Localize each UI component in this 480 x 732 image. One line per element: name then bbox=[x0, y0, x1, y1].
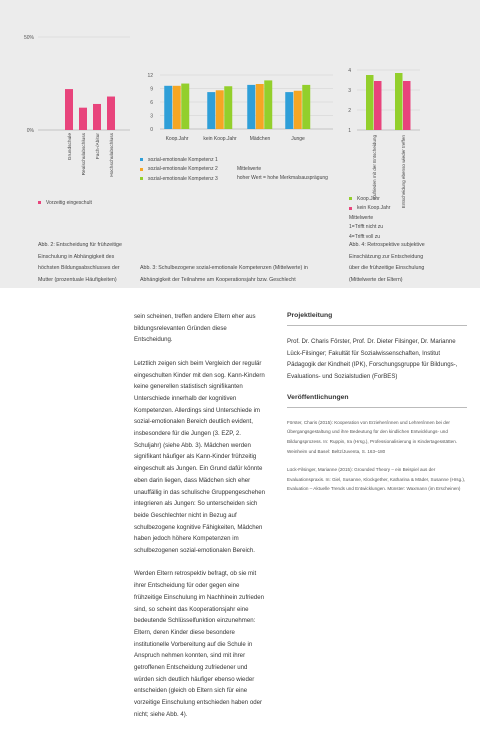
paragraph: sein scheinen, treffen andere Eltern eher aus bildungsrelevanten Gründen diese Entscheidung. bbox=[134, 313, 256, 344]
bar bbox=[403, 81, 411, 130]
legend-note: Mittelwerte bbox=[349, 214, 374, 221]
project-heading: Projektleitung bbox=[287, 312, 333, 319]
bar bbox=[107, 97, 115, 130]
legend-chart1 bbox=[38, 198, 92, 208]
legend-note: hoher Wert = hohe Merkmalsausprägung bbox=[237, 175, 328, 182]
legend-chart2 bbox=[140, 155, 218, 184]
bar bbox=[264, 80, 272, 129]
bar bbox=[256, 84, 264, 129]
legend-swatch bbox=[140, 177, 143, 180]
bar bbox=[294, 91, 302, 129]
caption-abb3 bbox=[140, 263, 308, 286]
legend-swatch bbox=[140, 158, 143, 161]
bar bbox=[302, 85, 310, 129]
x-tick-label: Grundschule bbox=[68, 133, 73, 161]
bar bbox=[93, 104, 101, 130]
x-tick-label: Fach-/Abitur bbox=[96, 133, 101, 160]
project-text: Prof. Dr. Charis Förster, Prof. Dr. Dieter Filsinger, Dr. Marianne Lück-Filsinger; Fakultät für Sozialwissenschaften, Institut Pädagogik der Kindheit (IPK), Forschungsgruppe für Bildungs-, Evaluations- und Sozialstudien (ForBES) bbox=[287, 338, 458, 381]
bar bbox=[164, 86, 172, 129]
bar bbox=[181, 84, 189, 129]
y-tick-label: 0 bbox=[150, 127, 153, 133]
x-tick-label: Realschulabschluss bbox=[82, 133, 87, 176]
bar bbox=[224, 86, 232, 129]
bar bbox=[207, 92, 215, 129]
caption-line: Abb. 4: Retrospektive subjektive bbox=[349, 242, 425, 248]
bar bbox=[79, 108, 87, 130]
caption-line: höchsten Bildungsabschlusses der bbox=[38, 265, 120, 271]
legend-item bbox=[38, 198, 92, 208]
y-tick-label: 3 bbox=[150, 113, 153, 120]
legend-item bbox=[140, 165, 218, 175]
y-tick-label: 12 bbox=[147, 73, 153, 79]
y-tick-label: 2 bbox=[348, 108, 351, 114]
bar bbox=[247, 85, 255, 129]
divider bbox=[287, 325, 467, 326]
legend-item bbox=[349, 204, 390, 214]
x-tick-label: Entscheidung ebenso wieder treffen bbox=[401, 135, 406, 209]
legend-label: Vorzeitig eingeschult bbox=[46, 199, 92, 206]
bar bbox=[374, 81, 382, 130]
legend-note: 1=Trifft nicht zu bbox=[349, 224, 384, 231]
paragraph: Werden Eltern retrospektiv befragt, ob sie mit ihrer Entscheidung für oder gegen eine frühzeitige Einschulung im Nachhinein zufrieden sind, so scheint das Kooperationsjahr eine bedeutende Schlüsselfunktion einzunehmen: Eltern, deren Kinder diese besondere institutionelle Vorbereitung auf die Schule in Anspruch nehmen konnten, sind mit ihrer getroffenen Entscheidung zufriedener und würden sich deutlich häufiger ebenso wieder entscheiden (gleich ob Eltern sich für eine vorzeitige Einschulung entschieden haben oder nicht; siehe Abb. 4). bbox=[134, 570, 265, 718]
caption-line: Abb. 2: Entscheidung für frühzeitige bbox=[38, 242, 122, 248]
legend-label: sozial-emotionale Kompetenz 3 bbox=[148, 175, 218, 182]
legend-note: 4=Trifft voll zu bbox=[349, 233, 380, 240]
body-column bbox=[134, 311, 266, 732]
legend-label: sozial-emotionale Kompetenz 2 bbox=[148, 166, 218, 173]
legend-note: Mittelwerte bbox=[237, 165, 262, 172]
legend-swatch bbox=[349, 207, 352, 210]
y-tick-label: 9 bbox=[150, 86, 153, 93]
side-column bbox=[287, 311, 467, 503]
bar bbox=[366, 75, 374, 130]
y-tick-label: 50% bbox=[23, 35, 34, 41]
y-tick-label: 3 bbox=[348, 88, 351, 94]
bar bbox=[216, 90, 224, 129]
legend-swatch bbox=[140, 168, 143, 171]
reference-item: Lück-Filsinger, Marianne (2015): Grounded Theory – ein Beispiel aus der Evaluationspraxis. In: Giel, Susanne, Klockgether, Katharina & Mäder, Susanne (Hrsg.), Evaluation – Aktuelle Trends und Entwicklungen. Münster: Waxmann (im Erscheinen) bbox=[287, 467, 466, 492]
bar bbox=[285, 92, 293, 129]
bar bbox=[173, 86, 181, 129]
caption-line: Mutter (prozentuale Häufigkeiten) bbox=[38, 276, 117, 283]
legend-label: Koop.Jahr bbox=[357, 195, 380, 202]
caption-abb4 bbox=[349, 240, 425, 286]
x-tick-label: kein Koop.Jahr bbox=[203, 136, 237, 142]
bar bbox=[65, 89, 73, 130]
bar bbox=[395, 73, 403, 130]
caption-line: Abhängigkeit der Teilnahme am Kooperationsjahr bzw. Geschlecht bbox=[140, 276, 296, 283]
x-tick-label: Koop.Jahr bbox=[165, 136, 189, 142]
caption-line: Einschätzung zur Entscheidung bbox=[349, 253, 424, 260]
caption-abb2 bbox=[38, 240, 122, 286]
divider bbox=[287, 407, 467, 408]
legend-swatch bbox=[38, 201, 41, 204]
legend-item bbox=[140, 155, 218, 165]
legend-notes-chart2 bbox=[237, 164, 328, 183]
legend-label: kein Koop.Jahr bbox=[357, 205, 391, 212]
x-tick-label: Zufrieden mit der Entscheidung bbox=[372, 135, 377, 199]
paragraph: Letztlich zeigen sich beim Vergleich der regulär eingeschulten Kinder mit den sog. Kann-Kindern keine generellen statistisch signifikanten Unterschiede innerhalb der kognitiven Kompetenzen. Allerdings sind Unterschiede im sozial-emotionalen Bereich deutlich evident, insbesondere für die Jungen (3. EZP, 2. Schuljahr) (siehe Abb. 3). Mädchen werden signifikant häufiger als Kann-Kinder frühzeitig eingeschult als Jungen. Ein Grund dafür könnte eben darin liegen, dass Mädchen sich eher unauffällig in das schulische Gruppengeschehen integrieren als Jungen: So unterscheiden sich beide Geschlechter nicht in Bezug auf schulbezogene kognitive Fähigkeiten, Mädchen haben jedoch höhere Kompetenzen im schulbezogenen sozial-emotionalen Bereich. bbox=[134, 359, 265, 555]
legend-item bbox=[140, 174, 218, 184]
references-list bbox=[287, 418, 467, 494]
caption-line: Abb. 3: Schulbezogene sozial-emotionale Kompetenzen (Mittelwerte) in bbox=[140, 265, 308, 271]
legend-swatch bbox=[349, 197, 352, 200]
y-tick-label: 6 bbox=[150, 100, 153, 106]
publications-heading: Veröffentlichungen bbox=[287, 393, 349, 401]
x-tick-label: Hochschulabschluss bbox=[110, 133, 115, 177]
caption-line: (Mittelwerte der Eltern) bbox=[349, 276, 403, 283]
caption-line: über die frühzeitige Einschulung bbox=[349, 265, 425, 271]
legend-label: sozial-emotionale Kompetenz 1 bbox=[148, 156, 218, 163]
reference-item: Förster, Charis (2015): Kooperation von Erzieher/innen und Lehrer/innen bei der Übergangsgestaltung und ihre Bedeutung für den kindlichen Entwicklungs- und Bildungsprozess. In: Ruppin, Ira (Hrsg.), Professionalisierung in Kindertagesstätten. Weinheim und Basel: Beltz/Juventa, S. 163–180 bbox=[287, 419, 458, 454]
legend-chart3 bbox=[349, 194, 390, 242]
x-tick-label: Mädchen bbox=[249, 136, 271, 142]
legend-item bbox=[349, 194, 390, 204]
y-tick-label: 0% bbox=[26, 128, 34, 134]
x-tick-label: Junge bbox=[291, 136, 305, 142]
caption-line: Einschulung in Abhängigkeit des bbox=[38, 253, 115, 260]
y-tick-label: 1 bbox=[348, 128, 351, 134]
y-tick-label: 4 bbox=[348, 68, 351, 74]
